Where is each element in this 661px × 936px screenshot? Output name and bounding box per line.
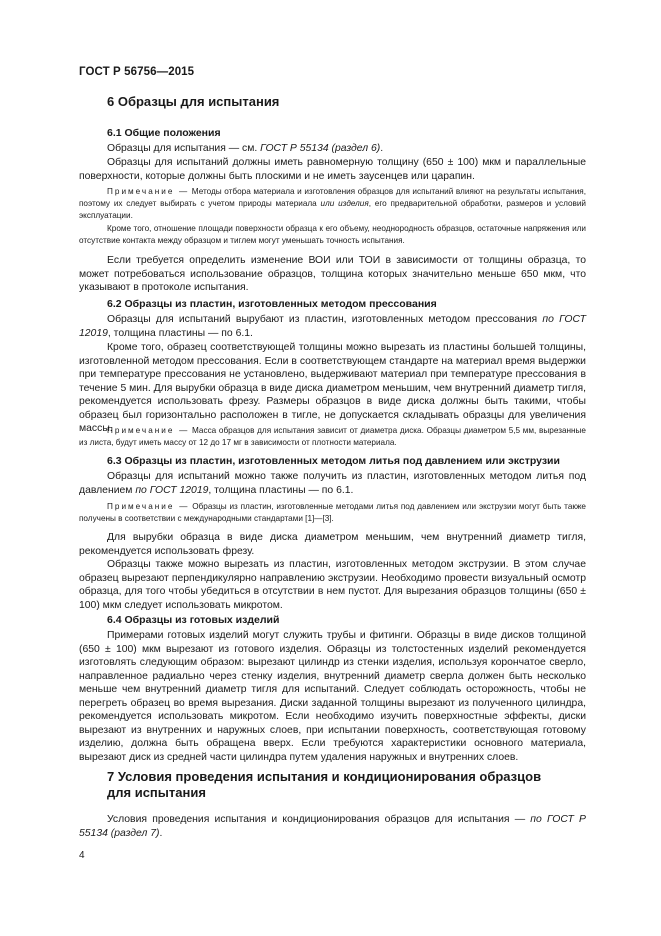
document-header: ГОСТ Р 56756—2015 xyxy=(79,66,195,78)
section-6-title: 6 Образцы для испытания xyxy=(107,94,280,109)
section-6-3-paragraph-3: Образцы также можно вырезать из пластин, изготовленных методом экструзии. В этом случае образец вырезают перпендикулярно направлению экструзии. Необходимо провести визуальный осмотр образца, для того чтобы убедиться в отсутствии в нем пустот. Для вырезания образцов толщины (650 ± 100) мкм следует использовать микротом. xyxy=(79,559,586,611)
section-6-1-paragraph-1: Образцы для испытания — см. ГОСТ Р 55134 (раздел 6). xyxy=(107,143,384,154)
note-label: Примечание — xyxy=(107,426,190,435)
note-label: Примечание — xyxy=(107,502,190,511)
section-7-paragraph-1: Условия проведения испытания и кондиционирования образцов для испытания — по ГОСТ Р 55134 (раздел 7). xyxy=(79,814,586,839)
note-label: Примечание — xyxy=(107,187,190,196)
gost-reference: по ГОСТ 12019 xyxy=(135,484,209,496)
gost-reference: по ГОСТ Р 55134 (раздел 7) xyxy=(79,814,586,839)
note-3: Примечание — Образцы из пластин, изготовленные методами литья под давлением или экструзии могут быть также получены в соответствии с международными стандартами [1]—[3]. xyxy=(79,502,586,524)
section-6-2-paragraph-2: Кроме того, образец соответствующей толщины можно вырезать из пластины большей толщины, изготовленной методом прессования. Если в соответствующем стандарте на материал время выдержки при температуре прессования не установлено, выдерживают материал при температуре прессования в течение 5 мин. Для вырубки образца в виде диска диаметром меньшим, чем внутренний диаметр тигля, рекомендуется использовать фрезу. Размеры образцов в виде диска должны быть такими, чтобы образец был горизонтально расположен в тигле, не допускается складывать образцы для увеличения массы. xyxy=(79,342,586,434)
note-1-continuation: Кроме того, отношение площади поверхности образца к его объему, неоднородность образцов, остаточные напряжения или отсутствие контакта между образцом и тиглем могут уменьшать точность испытания. xyxy=(79,224,586,246)
note-2: Примечание — Масса образцов для испытания зависит от диаметра диска. Образцы диаметром 5,5 мм, вырезанные из листа, будут иметь массу от 12 до 17 мг в зависимости от плотности материала. xyxy=(79,426,586,448)
section-6-2-title: 6.2 Образцы из пластин, изготовленных методом прессования xyxy=(107,298,437,310)
section-6-3-title: 6.3 Образцы из пластин, изготовленных методом литья под давлением или экструзии xyxy=(107,455,560,467)
section-6-4-paragraph-1: Примерами готовых изделий могут служить трубы и фитинги. Образцы в виде дисков толщиной (650 ± 100) мкм вырезают из готового изделия. Образцы из толстостенных изделий рекомендуется изготовлять следующим образом: вырезают цилиндр из стенки изделия, используя корончатое сверло, направленное радиально через стенку изделия, внутренний диаметр сверла должен быть несколько меньше чем внутренний диаметр тигля для испытаний. Следует соблюдать осторожность, чтобы не перегреть образец во время вырезания. Диски заданной толщины вырезают из полученного цилиндра, рекомендуется использовать микротом. Если необходимо изучить поверхностные эффекты, диски вырезают из внутренних и наружных слоев, при испытании поверхность, соответствующая готовому изделию, должна быть обращена вверх. Если требуются характеристики основного материала, вырезают диск из средней части цилиндра путем удаления наружных и внутренних слоев. xyxy=(79,630,586,763)
gost-reference: ГОСТ Р 55134 (раздел 6) xyxy=(260,143,381,154)
section-6-3-paragraph-2: Для вырубки образца в виде диска диаметром меньшим, чем внутренний диаметр тигля, рекомендуется использовать фрезу. xyxy=(79,532,586,557)
section-6-1-paragraph-2: Образцы для испытаний должны иметь равномерную толщину (650 ± 100) мкм и параллельные поверхности, которые должны быть плоскими и не иметь заусенцев или царапин. xyxy=(79,157,586,182)
section-6-1-title: 6.1 Общие положения xyxy=(107,127,221,139)
page-number: 4 xyxy=(79,850,85,861)
section-6-4-title: 6.4 Образцы из готовых изделий xyxy=(107,614,280,626)
gost-reference: по ГОСТ 12019 xyxy=(79,314,587,339)
note-1: Примечание — Методы отбора материала и изготовления образцов для испытаний влияют на результаты испытания, поэтому их следует выбирать с учетом природы материала или изделия, его предварительной обработки, размеров и условий эксплуатации. xyxy=(79,187,586,221)
section-7-title: 7 Условия проведения испытания и кондиционирования образцов для испытания xyxy=(107,769,542,800)
section-6-2-paragraph-1: Образцы для испытаний вырубают из пластин, изготовленных методом прессования по ГОСТ 12019, толщина пластины — по 6.1. xyxy=(79,314,587,339)
section-6-3-paragraph-1: Образцы для испытаний можно также получить из пластин, изготовленных методом литья под давлением по ГОСТ 12019, толщина пластины — по 6.1. xyxy=(79,471,586,496)
section-6-1-paragraph-3: Если требуется определить изменение ВОИ или ТОИ в зависимости от толщины образца, то может потребоваться использование образцов, толщина которых значительно меньше 650 мкм, что указывают в протоколе испытания. xyxy=(79,255,586,293)
